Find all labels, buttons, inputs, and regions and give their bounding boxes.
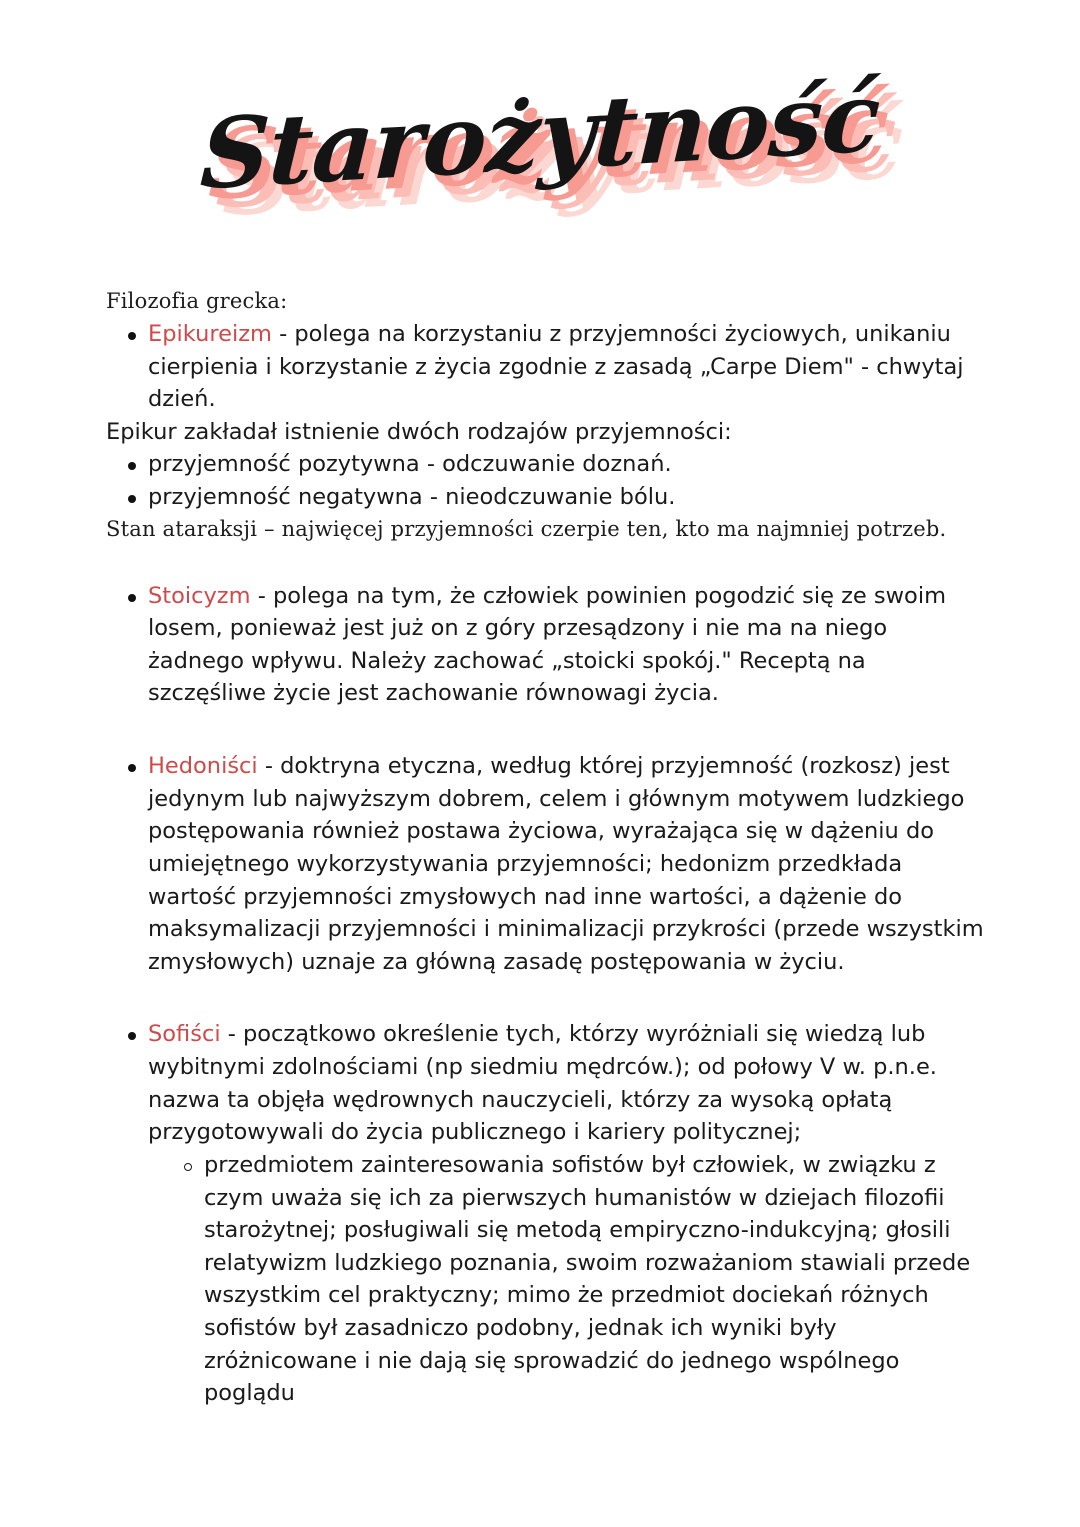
stoicyzm-body: - polega na tym, że człowiek powinien pogodzić się ze swoim losem, ponieważ jest już on z góry przesądzony i nie ma na niego żadnego wpływu. Należy zachować „stoicki spokój." Receptą na szczęśliwe życie jest zachowanie równowagi życia. — [148, 582, 946, 707]
title-block — [0, 59, 1080, 272]
term-sofisci: Sofiści — [148, 1021, 221, 1048]
list-epikureizm — [106, 318, 986, 416]
term-hedonisci: Hedoniści — [148, 753, 258, 780]
sofisci-subitem-paragraph: przedmiotem zainteresowania sofistów był człowiek, w związku z czym uważa się ich za pierwszych humanistów w dziejach filozofii starożytnej; posługiwali się metodą empiryczno-indukcyjną; głosili relatywizm ludzkiego poznania, swoim rozważaniom stawiali przede wszystkim cel praktyczny; mimo że przedmiot dociekań różnych sofistów był zasadniczo podobny, jednak ich wyniki były zróżnicowane i nie dają się sprowadzić do jednego wspólnego poglądu — [204, 1151, 971, 1407]
term-stoicyzm: Stoicyzm — [148, 582, 251, 609]
list-item-hedonisci — [106, 750, 986, 978]
term-epikureizm: Epikureizm — [148, 320, 272, 347]
page-title: Starożytność — [198, 59, 883, 212]
sofisci-body: - początkowo określenie tych, którzy wyróżniali się wiedzą lub wybitnymi zdolnościami (np siedmiu mędrców.); od połowy V w. p.n.e. nazwa ta objęła wędrownych nauczycieli, którzy za wysoką opłatą przygotowywali do życia publicznego i kariery politycznej; — [148, 1021, 937, 1146]
epikureizm-paragraph — [148, 318, 986, 416]
spacer — [106, 978, 986, 1018]
note-content — [106, 286, 986, 1410]
list-sofisci-sub — [106, 1149, 986, 1410]
list-item — [106, 448, 986, 481]
ataraksja-paragraph: Stan ataraksji – najwięcej przyjemności czerpie ten, kto ma najmniej potrzeb. — [106, 516, 947, 541]
list-item — [106, 481, 986, 514]
list-item-epikureizm — [106, 318, 986, 416]
epikureizm-body: - polega na korzystaniu z przyjemności życiowych, unikaniu cierpienia i korzystanie z życia zgodnie z zasadą „Carpe Diem" - chwytaj dzień. — [148, 320, 964, 413]
hedonisci-body: - doktryna etyczna, według której przyjemność (rozkosz) jest jedynym lub najwyższym dobrem, celem i głównym motywem ludzkiego postępowania również postawa życiowa, wyrażająca się w dążeniu do umiejętnego wykorzystywania przyjemności; hedonizm przedkłada wartość przyjemności zmysłowych nad inne wartości, a dążenie do maksymalizacji przyjemności i minimalizacji przykrości (przede wszystkim zmysłowych) uznaje za główną zasadę postępowania w życiu. — [148, 753, 984, 975]
list-sofisci — [106, 1018, 986, 1149]
list-item-sofisci-detail — [162, 1149, 986, 1410]
epikur-intro: Epikur zakładał istnienie dwóch rodzajów przyjemności: — [106, 418, 732, 445]
sofisci-paragraph — [148, 1018, 986, 1149]
list-item-sofisci — [106, 1018, 986, 1149]
list-przyjemnosci — [106, 448, 986, 513]
heading-filozofia-grecka: Filozofia grecka: — [106, 289, 288, 313]
spacer — [106, 710, 986, 750]
przyjemnosc-pozytywna: przyjemność pozytywna - odczuwanie doznań. — [148, 451, 672, 478]
stoicyzm-paragraph — [148, 580, 986, 711]
list-hedonisci — [106, 750, 986, 978]
przyjemnosc-negatywna: przyjemność negatywna - nieodczuwanie bólu. — [148, 484, 676, 511]
list-item-stoicyzm — [106, 580, 986, 711]
list-stoicyzm — [106, 580, 986, 711]
hedonisci-paragraph — [148, 750, 986, 978]
spacer — [106, 546, 986, 580]
